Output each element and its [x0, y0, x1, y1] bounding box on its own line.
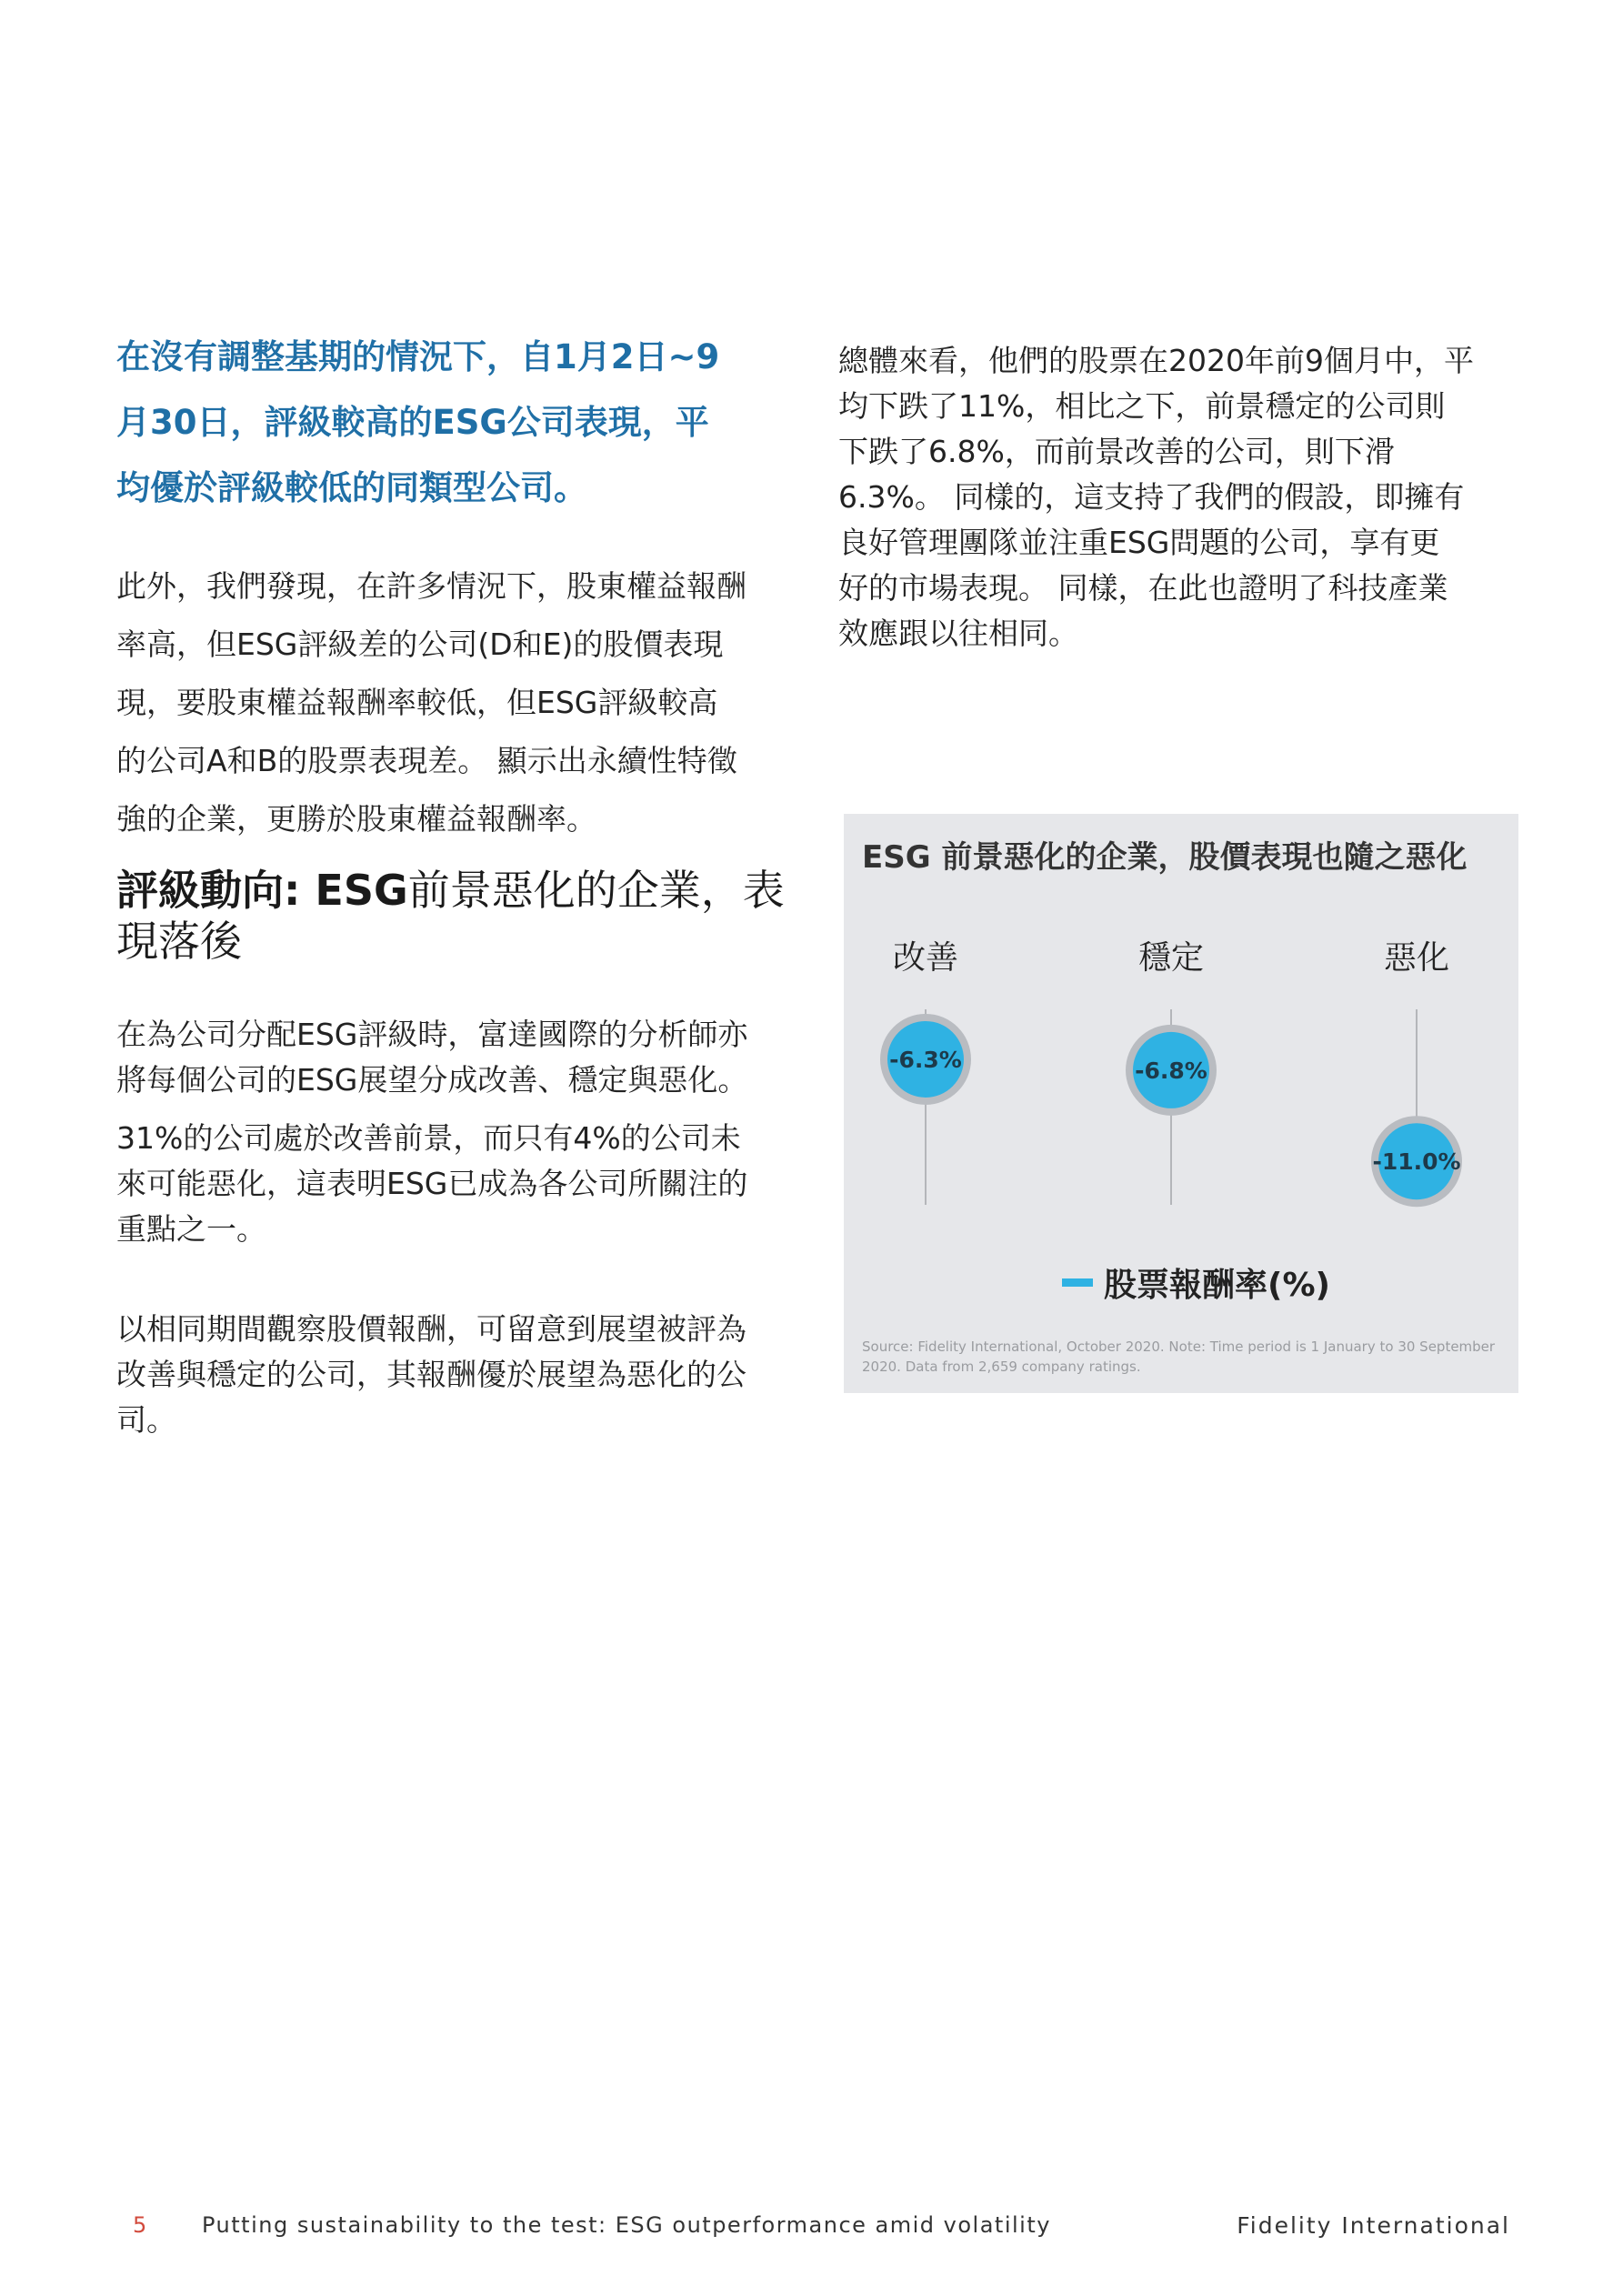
paragraph: [116, 1307, 798, 1443]
paragraph-line: 效應跟以往相同。: [838, 616, 1078, 651]
footer-title: Putting sustainability to the test: ESG outperformance amid volatility: [202, 2212, 1051, 2238]
paragraph: [116, 1116, 798, 1252]
paragraph-line: 6.3%。 同樣的，這支持了我們的假設，即擁有: [838, 479, 1465, 515]
data-label: -6.3%: [889, 1046, 962, 1073]
pull-quote-line: 均優於評級較低的同類型公司。: [116, 468, 587, 507]
legend-swatch: [1062, 1278, 1093, 1287]
category-label: 改善: [892, 939, 959, 977]
paragraph-line: 下跌了6.8%，而前景改善的公司，則下滑: [838, 434, 1395, 469]
pull-quote: [116, 325, 798, 521]
category-label: 穩定: [1137, 939, 1205, 977]
section-heading-line: 現落後: [116, 917, 242, 966]
paragraph-line: 強的企業，更勝於股東權益報酬率。: [116, 801, 596, 837]
chart-legend: [1062, 1259, 1330, 1306]
paragraph-line: 31%的公司處於改善前景，而只有4%的公司未: [116, 1120, 741, 1156]
left-column: [116, 327, 798, 1443]
footer-brand: Fidelity International: [1237, 2212, 1510, 2239]
pull-quote-line: 在沒有調整基期的情況下，自1月2日~9: [116, 337, 720, 376]
paragraph-line: 在為公司分配ESG評級時，富達國際的分析師亦: [116, 1017, 748, 1052]
paragraph-line: 改善與穩定的公司，其報酬優於展望為惡化的公: [116, 1357, 746, 1392]
paragraph-line: 良好管理團隊並注重ESG問題的公司，享有更: [838, 525, 1440, 560]
paragraph-line: 重點之一。: [116, 1211, 266, 1247]
chart-panel: [844, 814, 1518, 1393]
paragraph: [116, 557, 798, 848]
paragraph-line: 現，要股東權益報酬率較低，但ESG評級較高: [116, 685, 718, 720]
paragraph: [116, 1012, 798, 1103]
right-column: [838, 338, 1511, 657]
data-label: -6.8%: [1135, 1057, 1207, 1084]
paragraph-line: 好的市場表現。 同樣，在此也證明了科技產業: [838, 570, 1448, 606]
data-label: -11.0%: [1372, 1148, 1461, 1176]
chart-title: ESG 前景惡化的企業，股價表現也隨之惡化: [862, 839, 1468, 876]
paragraph-line: 來可能惡化，這表明ESG已成為各公司所關注的: [116, 1166, 748, 1201]
chart-source: Source: Fidelity International, October 2020. Note: Time period is 1 January to 30 September 2020. Data from 2,659 company ratings.: [862, 1338, 1496, 1375]
paragraph-line: 率高，但ESG評級差的公司(D和E)的股價表現: [116, 627, 724, 662]
paragraph-line: 司。: [116, 1402, 176, 1438]
category-label: 惡化: [1383, 939, 1450, 977]
section-heading: [116, 865, 798, 967]
chart-plot: [844, 814, 1518, 1393]
paragraph-line: 以相同期間觀察股價報酬，可留意到展望被評為: [116, 1311, 746, 1347]
paragraph-line: 將每個公司的ESG展望分成改善、穩定與惡化。: [116, 1062, 748, 1098]
paragraph-line: 總體來看，他們的股票在2020年前9個月中，平: [838, 343, 1474, 378]
section-heading-bold: 評級動向: ESG: [116, 866, 408, 915]
paragraph-line: 均下跌了11%，相比之下，前景穩定的公司則: [838, 388, 1446, 424]
page-number: 5: [133, 2212, 147, 2238]
section-heading-line: [116, 865, 798, 916]
section-heading-rest: 前景惡化的企業，表: [407, 866, 785, 915]
paragraph-line: 此外，我們發現，在許多情況下，股東權益報酬: [116, 568, 746, 604]
legend-label: 股票報酬率(%): [1104, 1267, 1330, 1304]
paragraph: [838, 338, 1511, 657]
pull-quote-line: 月30日，評級較高的ESG公司表現，平: [116, 403, 709, 442]
paragraph-line: 的公司A和B的股票表現差。 顯示出永續性特徵: [116, 743, 737, 778]
